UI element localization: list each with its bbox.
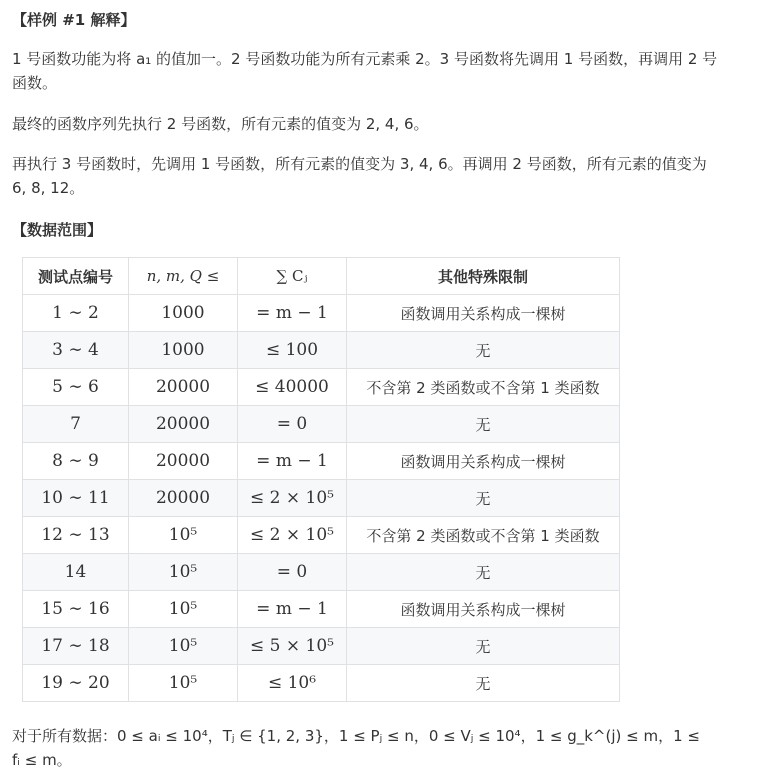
explanation-paragraph-3 (12, 152, 772, 200)
cell-sum-c: ≤ 100 (238, 332, 347, 369)
cell-special-limit: 无 (347, 554, 620, 591)
cell-sum-c: ≤ 5 × 10⁵ (238, 628, 347, 665)
explanation-line-1-cont: 函数。 (12, 74, 58, 92)
cell-sum-c: = 0 (238, 406, 347, 443)
table-row (23, 295, 620, 332)
cell-testcase: 15 ∼ 16 (23, 591, 129, 628)
cell-sum-c: ≤ 10⁶ (238, 665, 347, 702)
constraints-line-2: fᵢ ≤ m。 (12, 751, 72, 769)
table-row (23, 517, 620, 554)
cell-nmq: 20000 (129, 443, 238, 480)
cell-sum-c: = m − 1 (238, 443, 347, 480)
cell-sum-c: = m − 1 (238, 295, 347, 332)
header-testcase: 测试点编号 (23, 258, 129, 295)
table-row (23, 665, 620, 702)
table-row (23, 406, 620, 443)
cell-special-limit: 无 (347, 406, 620, 443)
cell-special-limit: 无 (347, 480, 620, 517)
cell-sum-c: = m − 1 (238, 591, 347, 628)
explanation-paragraph-1 (12, 47, 772, 95)
constraints-line-1: 对于所有数据：0 ≤ aᵢ ≤ 10⁴，Tⱼ ∈ {1, 2, 3}，1 ≤ Pⱼ ≤ n，0 ≤ Vⱼ ≤ 10⁴，1 ≤ g_k^(j) ≤ m，1 ≤ (12, 727, 700, 745)
cell-testcase: 1 ∼ 2 (23, 295, 129, 332)
explanation-line-3-cont: 6, 8, 12。 (12, 179, 85, 197)
table-row (23, 443, 620, 480)
cell-nmq: 10⁵ (129, 665, 238, 702)
cell-testcase: 10 ∼ 11 (23, 480, 129, 517)
cell-testcase: 5 ∼ 6 (23, 369, 129, 406)
header-special-limits: 其他特殊限制 (347, 258, 620, 295)
cell-special-limit: 不含第 2 类函数或不含第 1 类函数 (347, 369, 620, 406)
data-range-table (22, 257, 620, 702)
header-nmq: n, m, Q ≤ (129, 258, 238, 295)
cell-sum-c: ≤ 40000 (238, 369, 347, 406)
cell-testcase: 19 ∼ 20 (23, 665, 129, 702)
cell-special-limit: 函数调用关系构成一棵树 (347, 443, 620, 480)
cell-sum-c: = 0 (238, 554, 347, 591)
table-row (23, 591, 620, 628)
table-row (23, 628, 620, 665)
cell-special-limit: 函数调用关系构成一棵树 (347, 591, 620, 628)
cell-special-limit: 无 (347, 332, 620, 369)
cell-testcase: 14 (23, 554, 129, 591)
cell-testcase: 7 (23, 406, 129, 443)
cell-nmq: 10⁵ (129, 554, 238, 591)
cell-sum-c: ≤ 2 × 10⁵ (238, 517, 347, 554)
cell-nmq: 10⁵ (129, 591, 238, 628)
range-heading: 【数据范围】 (12, 221, 103, 239)
example-heading: 【样例 #1 解释】 (12, 11, 136, 29)
table-row (23, 480, 620, 517)
table-row (23, 369, 620, 406)
explanation-line-3: 再执行 3 号函数时，先调用 1 号函数，所有元素的值变为 3, 4, 6。再调用 2 号函数，所有元素的值变为 (12, 155, 707, 173)
cell-nmq: 10⁵ (129, 628, 238, 665)
table-header-row (23, 258, 620, 295)
cell-special-limit: 无 (347, 628, 620, 665)
table-row (23, 554, 620, 591)
explanation-paragraph-2: 最终的函数序列先执行 2 号函数，所有元素的值变为 2, 4, 6。 (12, 115, 429, 133)
cell-special-limit: 函数调用关系构成一棵树 (347, 295, 620, 332)
cell-nmq: 1000 (129, 332, 238, 369)
cell-nmq: 1000 (129, 295, 238, 332)
table-body (23, 295, 620, 702)
explanation-line-1: 1 号函数功能为将 a₁ 的值加一。2 号函数功能为所有元素乘 2。3 号函数将先调用 1 号函数，再调用 2 号 (12, 50, 718, 68)
cell-special-limit: 无 (347, 665, 620, 702)
cell-testcase: 3 ∼ 4 (23, 332, 129, 369)
cell-testcase: 8 ∼ 9 (23, 443, 129, 480)
constraints-paragraph (12, 724, 772, 772)
cell-sum-c: ≤ 2 × 10⁵ (238, 480, 347, 517)
cell-testcase: 12 ∼ 13 (23, 517, 129, 554)
cell-nmq: 10⁵ (129, 517, 238, 554)
header-sum-c: ∑ Cⱼ (238, 258, 347, 295)
cell-nmq: 20000 (129, 406, 238, 443)
cell-nmq: 20000 (129, 369, 238, 406)
cell-nmq: 20000 (129, 480, 238, 517)
cell-special-limit: 不含第 2 类函数或不含第 1 类函数 (347, 517, 620, 554)
table-row (23, 332, 620, 369)
cell-testcase: 17 ∼ 18 (23, 628, 129, 665)
